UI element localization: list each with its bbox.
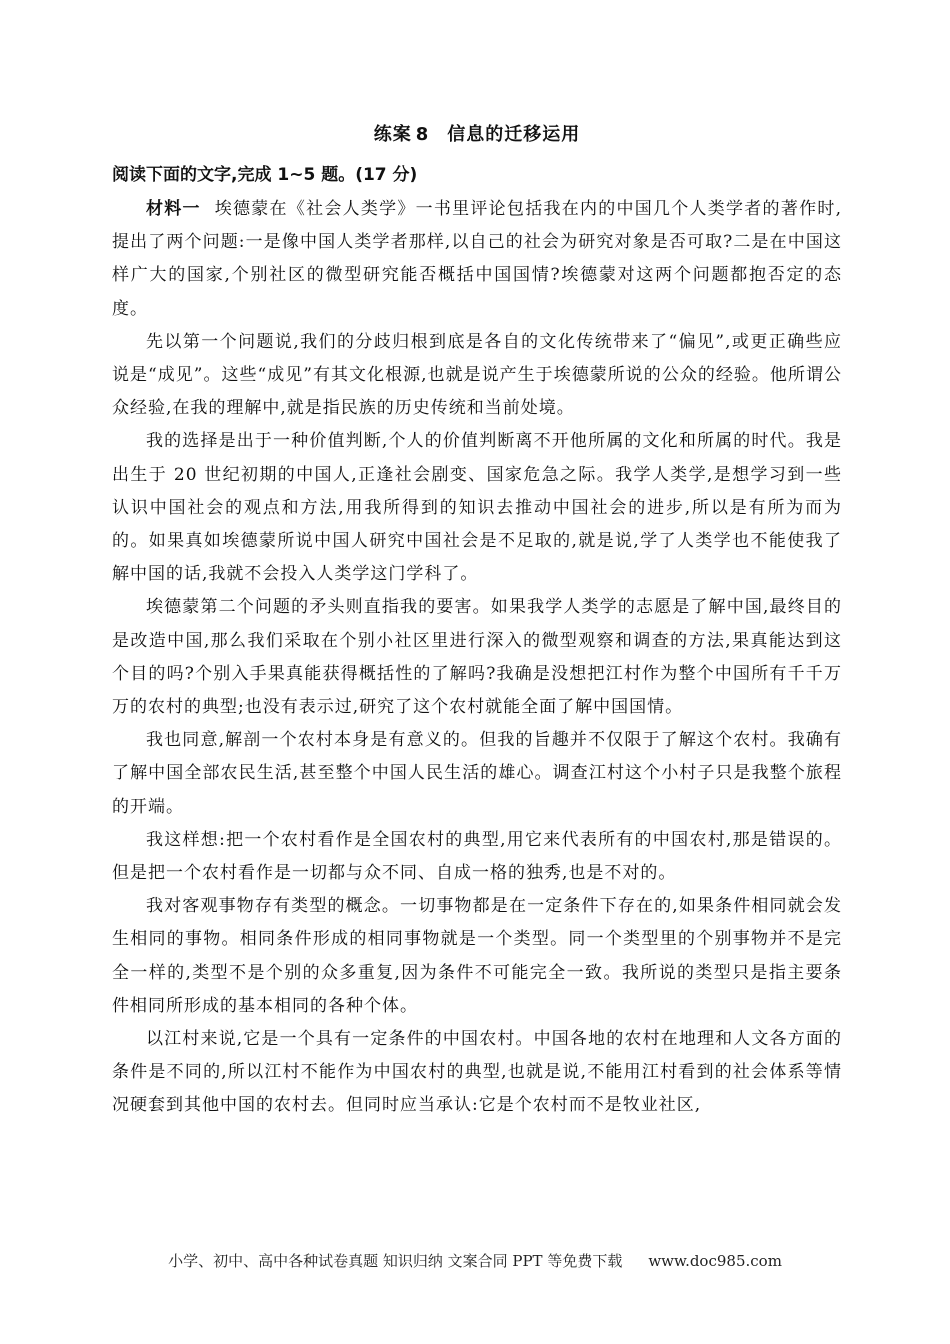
document-page xyxy=(112,120,842,1123)
page-footer xyxy=(0,1250,950,1271)
footer-text: 小学、初中、高中各种试卷真题 知识归纳 文案合同 PPT 等免费下载 xyxy=(168,1252,623,1270)
paragraph-4: 埃德蒙第二个问题的矛头则直指我的要害。如果我学人类学的志愿是了解中国,最终目的是改造中国,那么我们采取在个别小社区里进行深入的微型观察和调查的方法,果真能达到这个目的吗?个别入手果真能获得概括性的了解吗?我确是没想把江村作为整个中国所有千千万万的农村的典型;也没有表示过,研究了这个农村就能全面了解中国国情。 xyxy=(112,597,842,718)
page-title xyxy=(112,120,842,146)
title-prefix: 练案 xyxy=(373,124,412,145)
footer-site-link[interactable]: www.doc985.com xyxy=(648,1252,782,1270)
instruction: 阅读下面的文字,完成 1~5 题。(17 分) xyxy=(112,165,418,185)
paragraph-2: 先以第一个问题说,我们的分歧归根到底是各自的文化传统带来了“偏见”,或更正确些应说是“成见”。这些“成见”有其文化根源,也就是说产生于埃德蒙所说的公众的经验。他所谓公众经验,在我的理解中,就是指民族的历史传统和当前处境。 xyxy=(112,331,842,419)
material-label: 材料一 xyxy=(146,199,201,219)
paragraph-5: 我也同意,解剖一个农村本身是有意义的。但我的旨趣并不仅限于了解这个农村。我确有了解中国全部农民生活,甚至整个中国人民生活的雄心。调查江村这个小村子只是我整个旅程的开端。 xyxy=(112,730,842,817)
paragraph-1 xyxy=(112,193,842,326)
paragraph-3: 我的选择是出于一种价值判断,个人的价值判断离不开他所属的文化和所属的时代。我是出生于 20 世纪初期的中国人,正逢社会剧变、国家危急之际。我学人类学,是想学习到一些认识中国社会的观点和方法,用我所得到的知识去推动中国社会的进步,所以是有所为而为的。如果真如埃德蒙所说中国人研究中国社会是不足取的,就是说,学了人类学也不能使我了解中国的话,我就不会投入人类学这门学科了。 xyxy=(112,431,842,585)
paragraph-6: 我这样想:把一个农村看作是全国农村的典型,用它来代表所有的中国农村,那是错误的。但是把一个农村看作是一切都与众不同、自成一格的独秀,也是不对的。 xyxy=(112,829,842,884)
title-name: 信息的迁移运用 xyxy=(447,124,581,145)
paragraph-text: 埃德蒙在《社会人类学》一书里评论包括我在内的中国几个人类学者的著作时,提出了两个问题:一是像中国人类学者那样,以自己的社会为研究对象是否可取?二是在中国这样广大的国家,个别社区的微型研究能否概括中国国情?埃德蒙对这两个问题都抱否定的态度。 xyxy=(112,199,842,319)
paragraph-8: 以江村来说,它是一个具有一定条件的中国农村。中国各地的农村在地理和人文各方面的条件是不同的,所以江村不能作为中国农村的典型,也就是说,不能用江村看到的社会体系等情况硬套到其他中国的农村去。但同时应当承认:它是个农村而不是牧业社区, xyxy=(112,1029,842,1116)
paragraph-7: 我对客观事物存有类型的概念。一切事物都是在一定条件下存在的,如果条件相同就会发生相同的事物。相同条件形成的相同事物就是一个类型。同一个类型里的个别事物并不是完全一样的,类型不是个别的众多重复,因为条件不可能完全一致。我所说的类型只是指主要条件相同所形成的基本相同的各种个体。 xyxy=(112,896,842,1016)
title-number: 8 xyxy=(415,124,430,145)
